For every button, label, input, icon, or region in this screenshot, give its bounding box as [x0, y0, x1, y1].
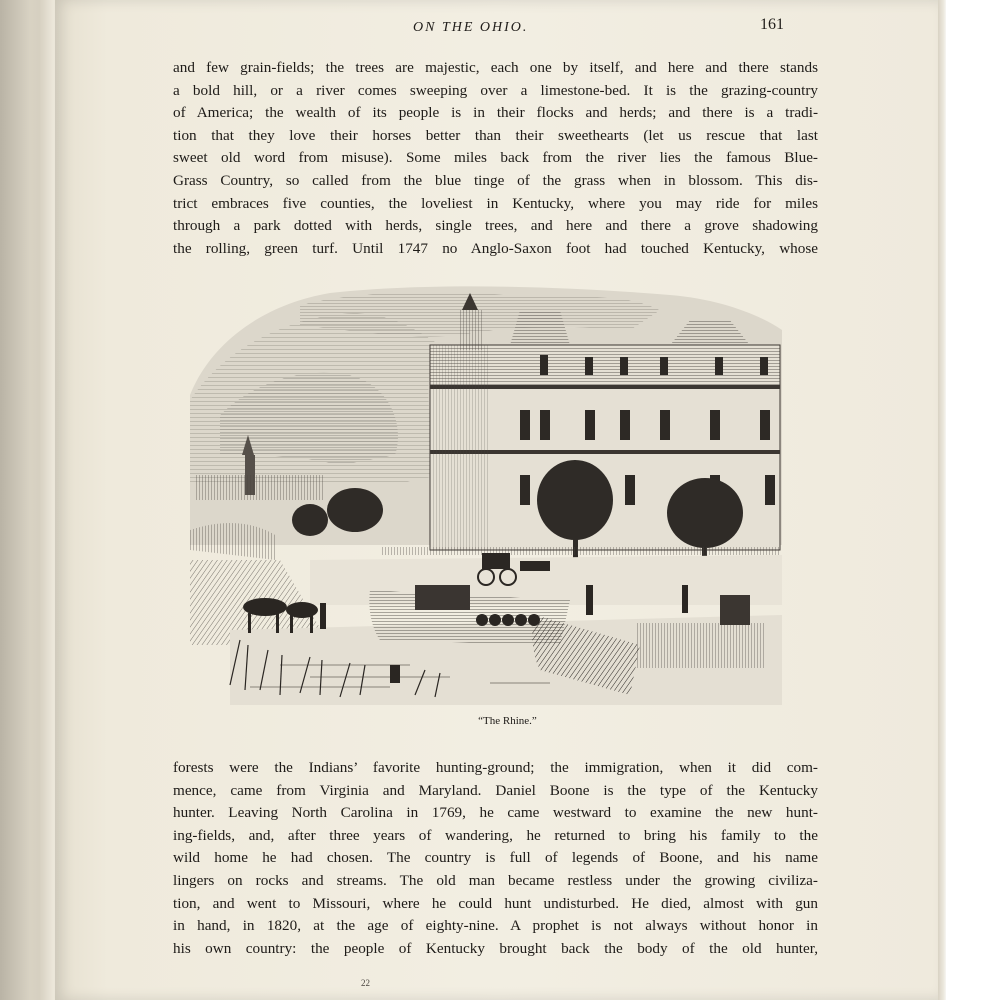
fence — [380, 547, 780, 555]
illustration-caption: “The Rhine.” — [478, 715, 537, 727]
running-head: ON THE OHIO. — [413, 20, 529, 35]
text-line: his own country: the people of Kentucky brought back the body of the old hunter, — [173, 939, 818, 957]
text-line: tion that they love their horses better than their sweethearts (let us rescue that last — [173, 126, 818, 144]
text-line: sweet old word from misuse). Some miles back from the river lies the famous Blue- — [173, 149, 818, 167]
dock — [635, 623, 765, 668]
text-line: a bold hill, or a river comes sweeping over a limestone-bed. It is the grazing-country — [173, 81, 818, 99]
text-line: lingers on rocks and streams. The old man became restless under the growing civiliza- — [173, 871, 818, 889]
text-line: forests were the Indians’ favorite hunting-ground; the immigration, when it did com- — [173, 759, 818, 776]
dock-crate — [720, 595, 750, 625]
engraving-illustration — [190, 285, 782, 705]
paragraph-bottom — [173, 757, 818, 960]
text-line: the rolling, green turf. Until 1747 no Anglo-Saxon foot had touched Kentucky, whose — [173, 239, 818, 257]
text-line: hunter. Leaving North Carolina in 1769, he came westward to examine the new hunt- — [173, 804, 818, 822]
paragraph-top — [173, 57, 818, 260]
text-line: of America; the wealth of its people is in their flocks and herds; and there is a tradi- — [173, 104, 818, 122]
signature-mark: 22 — [361, 978, 370, 988]
boat-cabin — [415, 585, 470, 610]
text-line: tion, and went to Missouri, where he could hunt undisturbed. He died, almost with gun — [173, 894, 818, 912]
text-line: Grass Country, so called from the blue tinge of the grass when in blossom. This dis- — [173, 171, 818, 189]
text-line: in hand, in 1820, at the age of eighty-nine. A prophet is not always without honor in — [173, 917, 818, 935]
text-line: through a park dotted with herds, single trees, and here and there a grove shadowing — [173, 217, 818, 235]
page-number: 161 — [760, 16, 784, 33]
text-line: and few grain-fields; the trees are majestic, each one by itself, and here and there stands — [173, 59, 818, 76]
barrels — [476, 614, 540, 626]
text-line: ing-fields, and, after three years of wandering, he returned to bring his family to the — [173, 826, 818, 844]
text-line: wild home he had chosen. The country is full of legends of Boone, and his name — [173, 849, 818, 867]
text-line: mence, came from Virginia and Maryland. Daniel Boone is the type of the Kentucky — [173, 781, 818, 799]
book-fore-edge — [938, 0, 946, 1000]
text-line: trict embraces five counties, the loveliest in Kentucky, where you may ride for miles — [173, 194, 818, 212]
